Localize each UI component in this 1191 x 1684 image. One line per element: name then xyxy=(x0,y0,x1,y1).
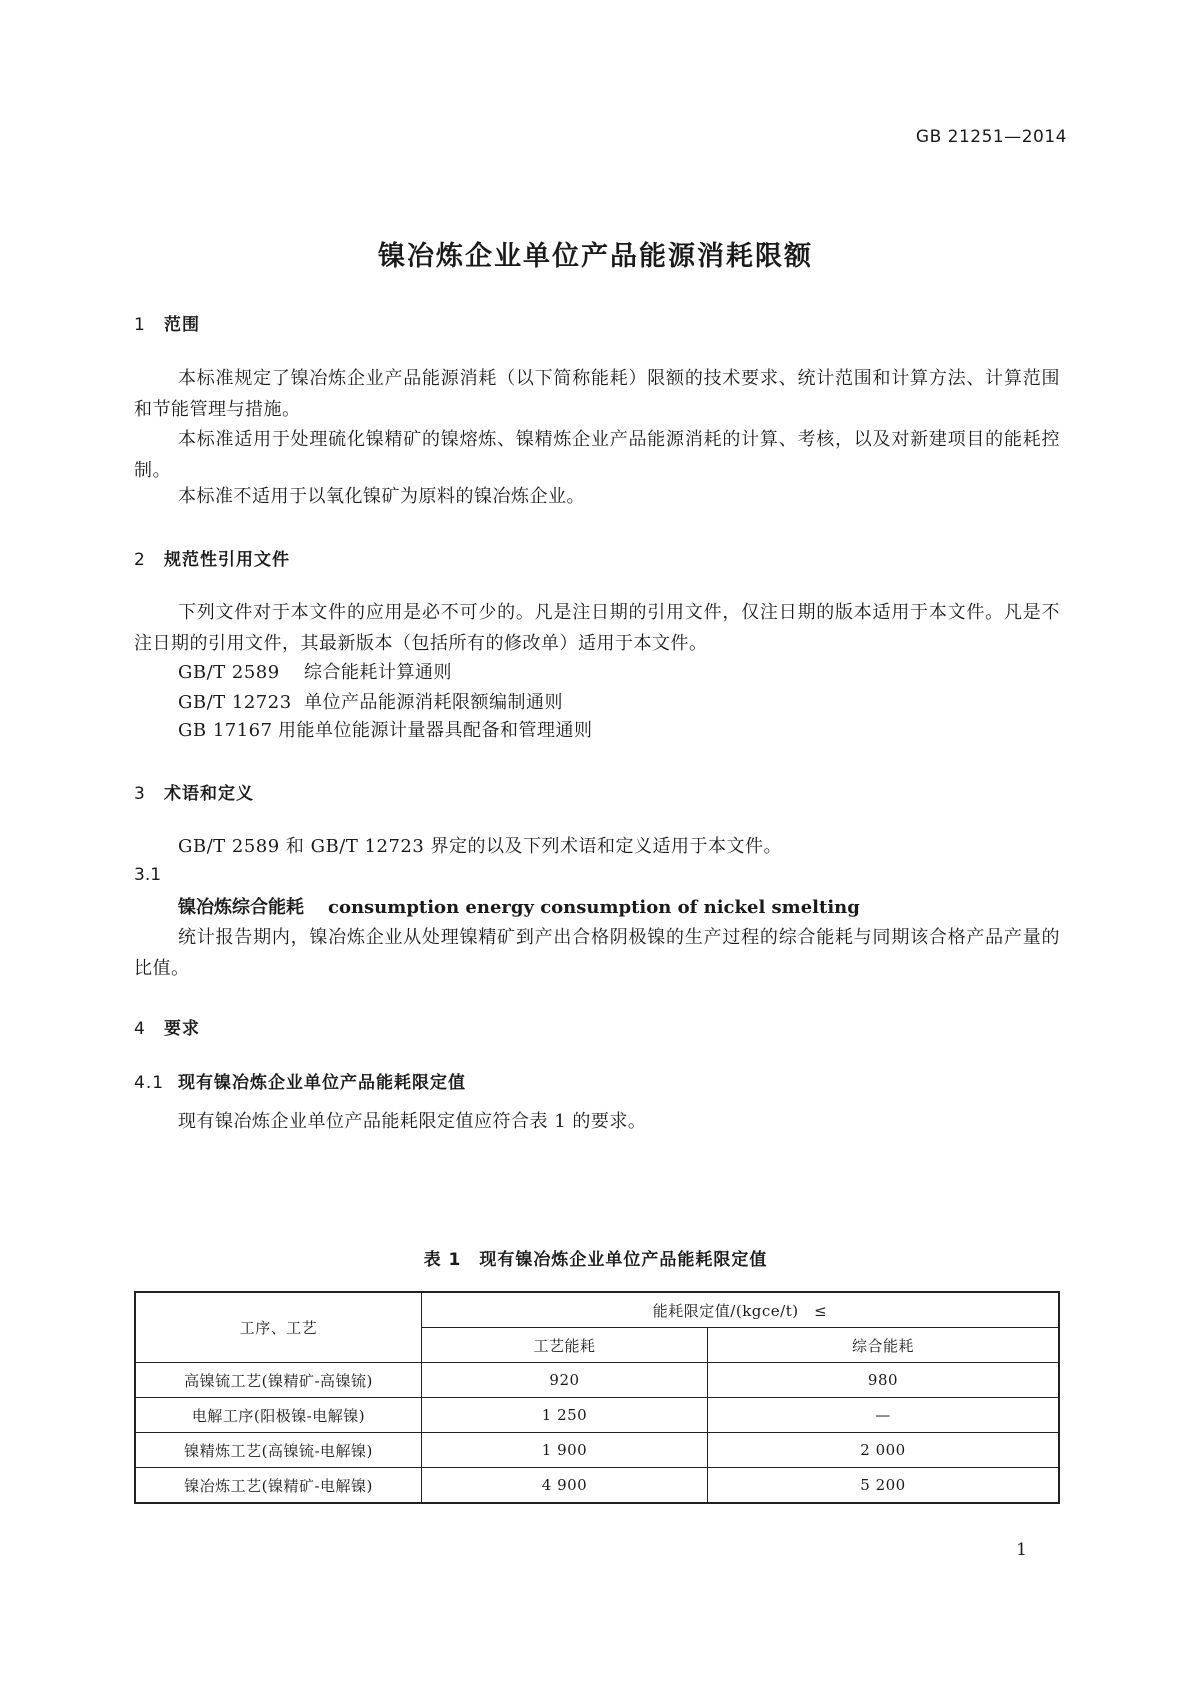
reference-code: GB 17167 xyxy=(178,720,273,741)
section-number: 1 xyxy=(134,315,146,335)
table-row xyxy=(135,1398,1059,1433)
header-process-energy: 工艺能耗 xyxy=(422,1328,708,1363)
reference-code: GB/T 12723 xyxy=(178,692,292,713)
section-number: 4 xyxy=(134,1019,146,1039)
cell-process-energy: 920 xyxy=(422,1363,708,1398)
cell-process: 高镍锍工艺(镍精矿-高镍锍) xyxy=(135,1363,422,1398)
section-1-paragraph-3: 本标准不适用于以氧化镍矿为原料的镍冶炼企业。 xyxy=(178,486,585,507)
document-id: GB 21251—2014 xyxy=(915,127,1067,147)
section-number: 3 xyxy=(134,784,146,804)
term-english: consumption energy consumption of nickel smelting xyxy=(328,897,860,918)
page-number: 1 xyxy=(1016,1540,1027,1560)
cell-process-energy: 4 900 xyxy=(422,1468,708,1504)
section-title: 规范性引用文件 xyxy=(164,550,290,570)
subsection-title: 现有镍冶炼企业单位产品能耗限定值 xyxy=(178,1073,466,1093)
section-4-heading xyxy=(134,1014,200,1039)
header-limit-group: 能耗限定值/(kgce/t) ≤ xyxy=(422,1292,1060,1328)
term-chinese: 镍冶炼综合能耗 xyxy=(178,897,304,918)
section-title: 范围 xyxy=(164,315,200,335)
term-number: 3.1 xyxy=(134,865,162,885)
cell-process-energy: 1 900 xyxy=(422,1433,708,1468)
table-row xyxy=(135,1433,1059,1468)
cell-process: 镍冶炼工艺(镍精矿-电解镍) xyxy=(135,1468,422,1504)
page-title: 镍冶炼企业单位产品能源消耗限额 xyxy=(378,241,813,272)
subsection-4-1-heading xyxy=(134,1068,466,1093)
section-1-heading xyxy=(134,310,200,335)
subsection-number: 4.1 xyxy=(134,1073,165,1093)
cell-comprehensive-energy: 5 200 xyxy=(708,1468,1060,1504)
reference-item xyxy=(178,657,452,688)
header-comprehensive-energy: 综合能耗 xyxy=(708,1328,1060,1363)
cell-comprehensive-energy: 2 000 xyxy=(708,1433,1060,1468)
term-definition: 统计报告期内，镍冶炼企业从处理镍精矿到产出合格阴极镍的生产过程的综合能耗与同期该合格产品产量的比值。 xyxy=(134,927,1060,979)
section-4-paragraph-1: 现有镍冶炼企业单位产品能耗限定值应符合表 1 的要求。 xyxy=(178,1111,647,1132)
section-3-heading xyxy=(134,779,254,804)
table-row xyxy=(135,1468,1059,1504)
reference-name: 用能单位能源计量器具配备和管理通则 xyxy=(278,720,593,741)
energy-limit-table xyxy=(134,1291,1060,1504)
section-1-paragraph-1: 本标准规定了镍冶炼企业产品能源消耗（以下简称能耗）限额的技术要求、统计范围和计算方法、计算范围和节能管理与措施。 xyxy=(134,368,1060,420)
table-caption: 表 1 现有镍冶炼企业单位产品能耗限定值 xyxy=(423,1250,768,1270)
header-process: 工序、工艺 xyxy=(135,1292,422,1363)
cell-comprehensive-energy: — xyxy=(708,1398,1060,1433)
section-title: 要求 xyxy=(164,1019,200,1039)
reference-code: GB/T 2589 xyxy=(178,662,280,683)
reference-name: 单位产品能源消耗限额编制通则 xyxy=(304,692,563,713)
cell-process: 电解工序(阳极镍-电解镍) xyxy=(135,1398,422,1433)
section-2-heading xyxy=(134,545,290,570)
table-row xyxy=(135,1363,1059,1398)
section-3-paragraph-1: GB/T 2589 和 GB/T 12723 界定的以及下列术语和定义适用于本文件。 xyxy=(178,836,783,857)
cell-comprehensive-energy: 980 xyxy=(708,1363,1060,1398)
cell-process: 镍精炼工艺(高镍锍-电解镍) xyxy=(135,1433,422,1468)
section-1-paragraph-2: 本标准适用于处理硫化镍精矿的镍熔炼、镍精炼企业产品能源消耗的计算、考核，以及对新建项目的能耗控制。 xyxy=(134,429,1060,481)
section-2-paragraph-1: 下列文件对于本文件的应用是必不可少的。凡是注日期的引用文件，仅注日期的版本适用于本文件。凡是不注日期的引用文件，其最新版本（包括所有的修改单）适用于本文件。 xyxy=(134,602,1060,654)
term-entry xyxy=(178,893,860,919)
section-title: 术语和定义 xyxy=(164,784,254,804)
reference-item xyxy=(178,715,593,746)
reference-item xyxy=(178,687,563,718)
cell-process-energy: 1 250 xyxy=(422,1398,708,1433)
section-number: 2 xyxy=(134,550,146,570)
reference-name: 综合能耗计算通则 xyxy=(304,662,452,683)
